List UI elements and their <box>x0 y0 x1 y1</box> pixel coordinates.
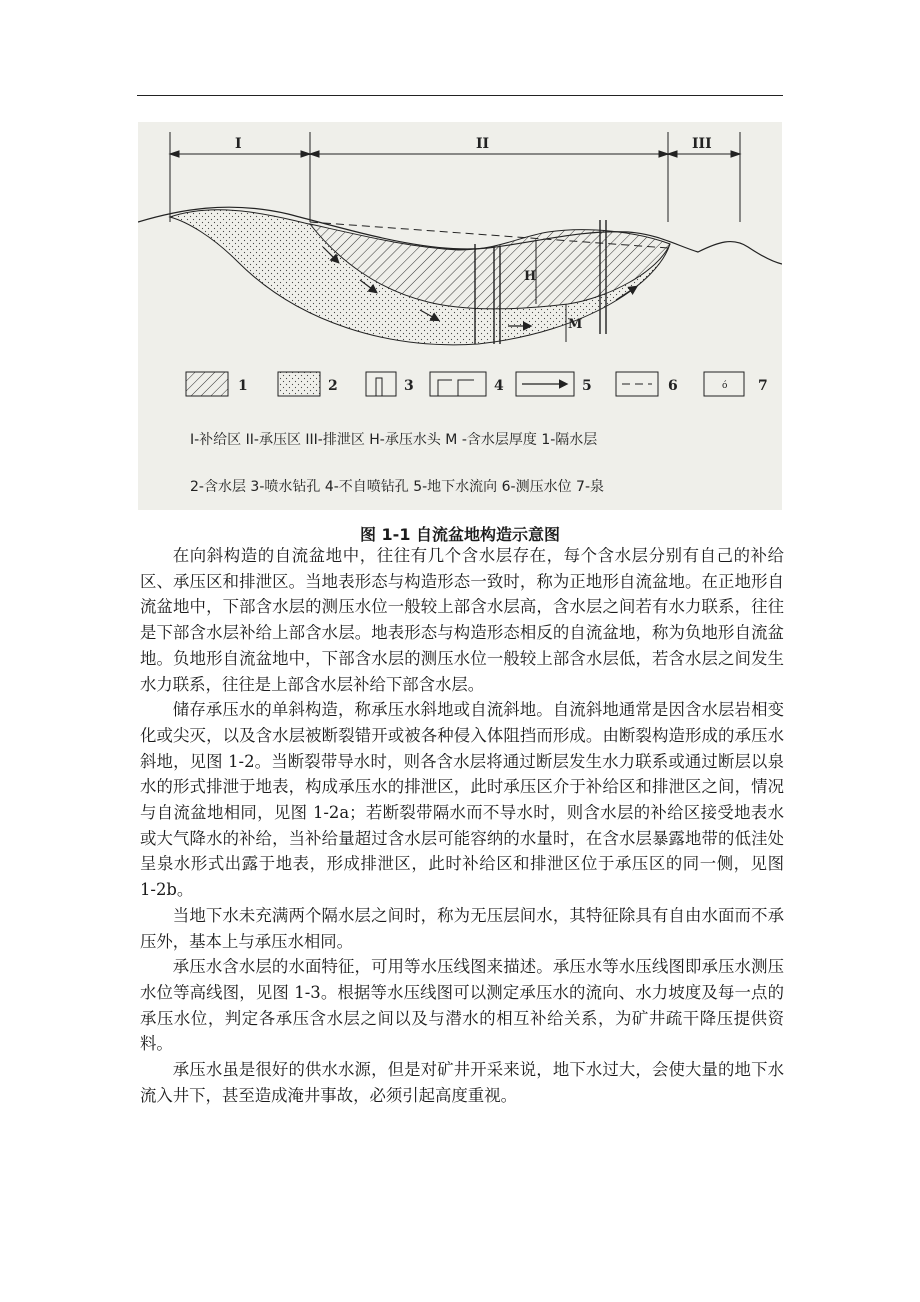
figure-artesian-basin <box>138 122 782 510</box>
zone-label-1: I <box>235 136 242 152</box>
legend-number: 3 <box>404 378 414 394</box>
legend-number: 5 <box>582 378 592 394</box>
paragraph: 在向斜构造的自流盆地中，往往有几个含水层存在，每个含水层分别有自己的补给区、承压区和排泄区。当地表形态与构造形态一致时，称为正地形自流盆地。在正地形自流盆地中，下部含水层的测压水位一般较上部含水层高，含水层之间若有水力联系，往往是下部含水层补给上部含水层。地表形态与构造形态相反的自流盆地，称为负地形自流盆地。负地形自流盆地中，下部含水层的测压水位一般较上部含水层低，若含水层之间发生水力联系，往往是上部含水层补给下部含水层。 <box>140 546 784 694</box>
paragraph: 储存承压水的单斜构造，称承压水斜地或自流斜地。自流斜地通常是因含水层岩相变化或尖灭，以及含水层被断裂错开或被各种侵入体阻挡而形成。由断裂构造形成的承压水斜地，见图 1-2。当断裂带导水时，则各含水层将通过断层发生水力联系或通过断层以泉水的形式排泄于地表，构成承压水的排泄区，此时承压区介于补给区和排泄区之间，情况与自流盆地相同，见图 1-2a；若断裂带隔水而不导水时，则含水层的补给区接受地表水或大气降水的补给，当补给量超过含水层可能容纳的水量时，在含水层暴露地带的低洼处呈泉水形式出露于地表，形成排泄区，此时补给区和排泄区位于承压区的同一侧，见图 1-2b。 <box>140 700 784 900</box>
zone-label-3: III <box>692 136 712 152</box>
figure-caption: 图 1-1 自流盆地构造示意图 <box>359 525 561 544</box>
body-text <box>140 543 784 1108</box>
paragraph: 承压水虽是很好的供水水源，但是对矿井开采来说，地下水过大，会使大量的地下水流入井下，甚至造成淹井事故，必须引起高度重视。 <box>140 1060 784 1105</box>
legend-number: 7 <box>758 378 768 394</box>
legend-number: 1 <box>238 378 248 394</box>
mark-head: H <box>524 269 537 284</box>
legend-symbols <box>186 372 744 396</box>
spring-symbol: ó <box>722 381 728 391</box>
legend-number: 6 <box>668 378 678 394</box>
mark-thickness: M <box>568 317 583 332</box>
basin-diagram <box>138 122 782 510</box>
legend-line-2: 2-含水层 3-喷水钻孔 4-不自喷钻孔 5-地下水流向 6-测压水位 7-泉 <box>190 479 605 495</box>
paragraph: 承压水含水层的水面特征，可用等水压线图来描述。承压水等水压线图即承压水测压水位等高线图，见图 1-3。根据等水压线图可以测定承压水的流向、水力坡度及每一点的承压水位，判定各承压含水层之间以及与潜水的相互补给关系，为矿井疏干降压提供资料。 <box>140 957 784 1054</box>
paragraph: 当地下水未充满两个隔水层之间时，称为无压层间水，其特征除具有自由水面而不承压外，基本上与承压水相同。 <box>140 905 784 951</box>
legend-number: 2 <box>328 378 338 394</box>
legend-line-1: I-补给区 II-承压区 III-排泄区 H-承压水头 M -含水层厚度 1-隔水层 <box>190 432 598 448</box>
zone-label-2: II <box>476 136 490 152</box>
header-rule <box>137 95 783 96</box>
legend-number: 4 <box>494 378 504 394</box>
